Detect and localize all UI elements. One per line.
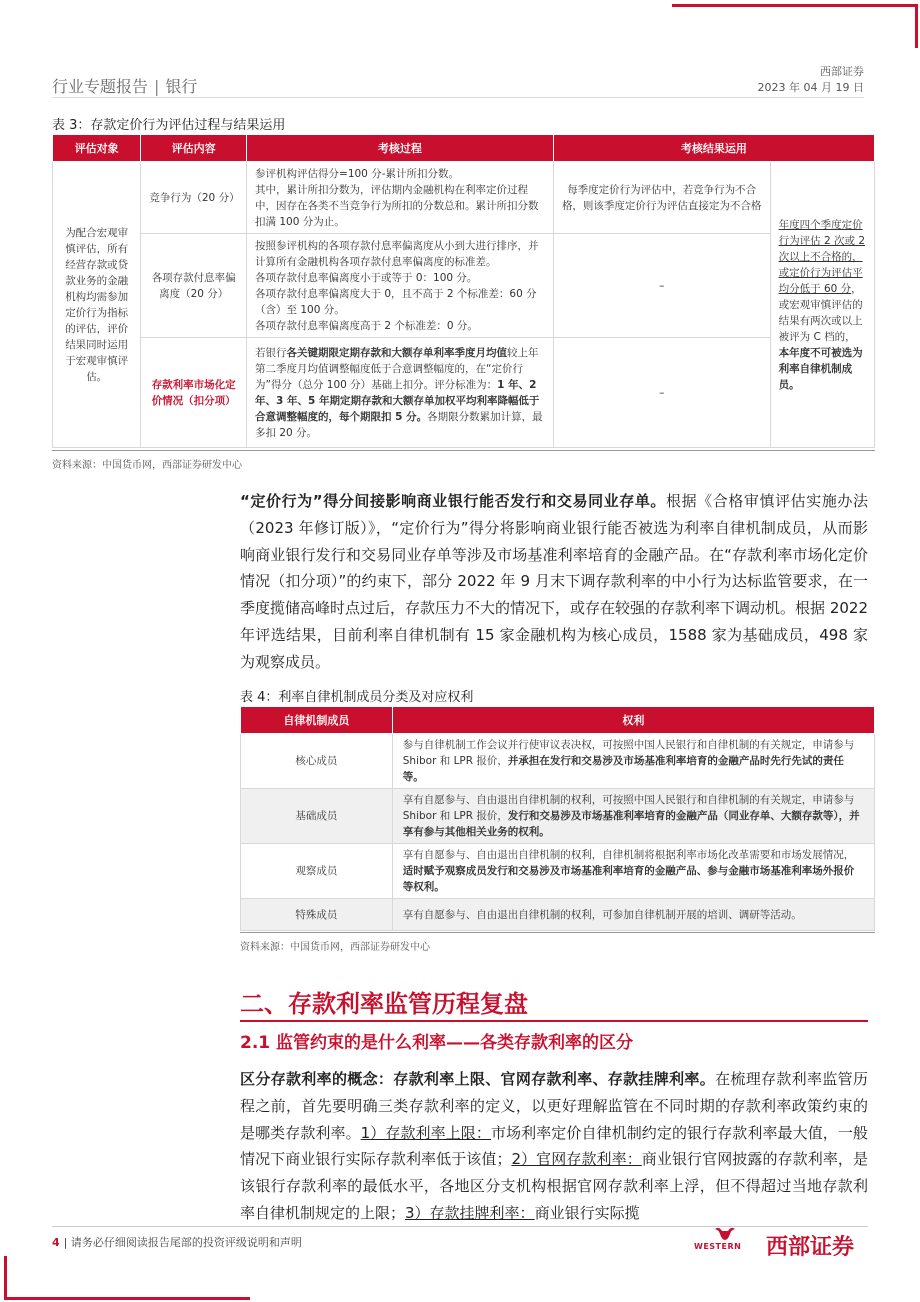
eval-result: 每季度定价行为评估中，若竞争行为不合格，则该季度定价行为评估直接定为不合格 bbox=[553, 162, 770, 234]
process-line: 各项存款付息率偏离度小于或等于 0：100 分。 bbox=[255, 271, 478, 284]
corner-decoration bbox=[4, 1256, 7, 1300]
table4 bbox=[240, 706, 875, 931]
eval-content: 存款利率市场化定价情况（扣分项） bbox=[141, 338, 247, 448]
source-divider bbox=[52, 450, 875, 451]
process-line: 其中，累计所扣分数为，评估期内金融机构在利率定价过程中，因存在各类不当竞争行为所扣的分数总和。累计所扣分数扣满 100 分为止。 bbox=[255, 183, 539, 228]
corner-decoration bbox=[4, 1297, 250, 1300]
bull-icon bbox=[714, 1226, 736, 1242]
final-result bbox=[770, 162, 874, 448]
rights-text: 参与自律机制工作会议并行使审议表决权，可按照中国人民银行和自律机制的有关规定，申请参与 Shibor 和 LPR 报价， bbox=[402, 739, 855, 767]
category-label: 行业专题报告 bbox=[52, 77, 149, 96]
paragraph-text: 根据《合格审慎评估实施办法（2023 年修订版）》，“定价行为”得分将影响商业银行能否被选为利率自律机制成员，从而影响商业银行发行和交易同业存单等涉及市场基准利率培育的金融产品。在“存款利率市场化定价情况（扣分项）”的约束下，部分 2022 年 9 月末下调存款利率的中小行为达标监管要求，在一季度揽储高峰时点过后，存款压力不大的情况下，或存在较强的存款利率下调动机。根据 2022 年评选结果，目前利率自律机制有 15 家金融机构为核心成员，1588 家为基础成员，498 家为观察成员。 bbox=[240, 492, 868, 671]
term-underlined: 2）官网存款利率： bbox=[511, 1150, 642, 1169]
report-category bbox=[52, 74, 197, 97]
footer-separator: | bbox=[63, 1236, 68, 1249]
corner-decoration bbox=[672, 4, 918, 7]
member-rights bbox=[392, 789, 874, 844]
footer-disclaimer bbox=[52, 1234, 302, 1250]
table4-source: 资料来源：中国货币网，西部证券研发中心 bbox=[240, 942, 430, 953]
paragraph-lead: “定价行为”得分间接影响商业银行能否发行和交易同业存单。 bbox=[240, 492, 666, 510]
page-number: 4 bbox=[52, 1236, 60, 1249]
process-line: 参评机构评估得分=100 分-累计所扣分数。 bbox=[255, 167, 459, 180]
process-line: 各项存款付息率偏离度大于 0，且不高于 2 个标准差：60 分（含）至 100 分。 bbox=[255, 287, 537, 316]
concept-paragraph bbox=[240, 1066, 868, 1227]
rights-text: 享有自愿参与、自由退出自律机制的权利，可按照中国人民银行和自律机制的有关规定，申请参与 Shibor 和 LPR 报价， bbox=[402, 794, 855, 822]
eval-content: 竞争行为（20 分） bbox=[141, 162, 247, 234]
section-heading: 二、存款利率监管历程复盘 bbox=[240, 990, 528, 1018]
member-type: 基础成员 bbox=[241, 789, 393, 844]
industry-label: 银行 bbox=[165, 77, 198, 96]
paragraph-lead: 区分存款利率的概念：存款利率上限、官网存款利率、存款挂牌利率。 bbox=[240, 1070, 716, 1088]
process-text: 较上年第二季度月均值调整幅度低于合意调整幅度的，在“定价行为”得分（总分 100 分）基础上扣分。评分标准为： bbox=[255, 346, 539, 391]
paragraph-text: 商业银行官网披露的存款利率，是该银行存款利率的最低水平，各地区分支机构根据官网存款利率上浮，但不得超过当地存款利率自律机制规定的上限； bbox=[240, 1150, 868, 1222]
member-type: 观察成员 bbox=[241, 844, 393, 899]
logo-text-en: WESTERN bbox=[694, 1242, 742, 1251]
rights-bold: 发行和交易涉及市场基准利率培育的金融产品（同业存单、大额存款等），并享有参与其他相关业务的权利。 bbox=[402, 810, 860, 838]
process-line: 按照参评机构的各项存款付息率偏离度从小到大进行排序，并计算所有金融机构各项存款付息率偏离度的标准差。 bbox=[255, 239, 539, 268]
paragraph-text: 在梳理存款利率监管历程之前，首先要明确三类存款利率的定义，以更好理解监管在不同时期的存款利率政策约束的是哪类存款利率。 bbox=[240, 1070, 868, 1142]
body-paragraph bbox=[240, 488, 868, 676]
header-brand: 西部证券 bbox=[820, 65, 864, 78]
section-divider bbox=[240, 1020, 868, 1022]
table3-caption: 表 3：存款定价行为评估过程与结果运用 bbox=[52, 118, 286, 133]
eval-process bbox=[247, 338, 554, 448]
member-type: 特殊成员 bbox=[241, 899, 393, 931]
table3 bbox=[52, 134, 875, 448]
process-text: 各期限分数累加计算，最多扣 20 分。 bbox=[255, 410, 543, 439]
header-separator: | bbox=[154, 77, 160, 96]
disclaimer-text: 请务必仔细阅读报告尾部的投资评级说明和声明 bbox=[70, 1236, 302, 1249]
table3-header: 考核结果运用 bbox=[553, 135, 874, 162]
eval-result: – bbox=[553, 338, 770, 448]
term-underlined: 3）存款挂牌利率： bbox=[405, 1203, 535, 1222]
final-underlined: 年度四个季度定价行为评估 2 次或 2 次以上不合格的，或定价行为评估平均分低于 60 分 bbox=[778, 218, 865, 295]
paragraph-text: 商业银行实际揽 bbox=[534, 1203, 640, 1222]
source-divider bbox=[240, 932, 875, 933]
header-divider bbox=[52, 97, 864, 98]
header-info bbox=[758, 64, 864, 96]
member-rights bbox=[392, 844, 874, 899]
process-bold: 各关键期限定期存款和大额存单利率季度月均值 bbox=[286, 346, 508, 359]
eval-result: – bbox=[553, 234, 770, 338]
eval-content: 各项存款付息率偏离度（20 分） bbox=[141, 234, 247, 338]
western-securities-logo bbox=[694, 1226, 870, 1260]
member-type: 核心成员 bbox=[241, 734, 393, 789]
table3-source: 资料来源：中国货币网，西部证券研发中心 bbox=[52, 460, 242, 471]
final-plain: ，或宏观审慎评估的结果有两次或以上被评为 C 档的， bbox=[778, 282, 863, 343]
rights-text: 享有自愿参与、自由退出自律机制的权利，可参加自律机制开展的培训、调研等活动。 bbox=[402, 908, 802, 921]
rights-bold: 并承担在发行和交易涉及市场基准利率培育的金融产品时先行先试的责任等。 bbox=[402, 755, 844, 783]
process-text: 若银行 bbox=[255, 346, 287, 359]
evaluation-object: 为配合宏观审慎评估，所有经营存款或贷款业务的金融机构均需参加定价行为指标的评估，评价结果同时运用于宏观审慎评估。 bbox=[53, 162, 141, 448]
table3-header: 考核过程 bbox=[247, 135, 554, 162]
eval-process bbox=[247, 234, 554, 338]
corner-decoration bbox=[915, 4, 918, 48]
logo-text-cn: 西部证券 bbox=[766, 1235, 855, 1260]
rights-text: 享有自愿参与、自由退出自律机制的权利，自律机制将根据利率市场化改革需要和市场发展情况， bbox=[402, 849, 855, 861]
table3-header: 评估内容 bbox=[141, 135, 247, 162]
table4-caption: 表 4：利率自律机制成员分类及对应权利 bbox=[240, 690, 474, 705]
final-bold: 本年度不可被选为利率自律机制成员。 bbox=[778, 346, 863, 391]
process-line: 各项存款付息率偏离度高于 2 个标准差：0 分。 bbox=[255, 319, 478, 332]
eval-process bbox=[247, 162, 554, 234]
process-bold: 1 年、2 年、3 年、5 年期定期存款和大额存单加权平均利率降幅低于合意调整幅度的，每个期限扣 5 分。 bbox=[255, 378, 540, 423]
term-underlined: 1）存款利率上限： bbox=[360, 1123, 491, 1142]
paragraph-text: 市场利率定价自律机制约定的银行存款利率最大值，一般情况下商业银行实际存款利率低于该值； bbox=[240, 1123, 868, 1169]
rights-bold: 适时赋予观察成员发行和交易涉及市场基准利率培育的金融产品、参与金融市场基准利率场外报价等权利。 bbox=[402, 865, 855, 893]
report-date: 2023 年 04 月 19 日 bbox=[757, 81, 864, 94]
table4-header: 权利 bbox=[392, 707, 874, 734]
subsection-heading: 2.1 监管约束的是什么利率——各类存款利率的区分 bbox=[240, 1033, 634, 1053]
member-rights bbox=[392, 734, 874, 789]
table4-header: 自律机制成员 bbox=[241, 707, 393, 734]
member-rights bbox=[392, 899, 874, 931]
table3-header: 评估对象 bbox=[53, 135, 141, 162]
